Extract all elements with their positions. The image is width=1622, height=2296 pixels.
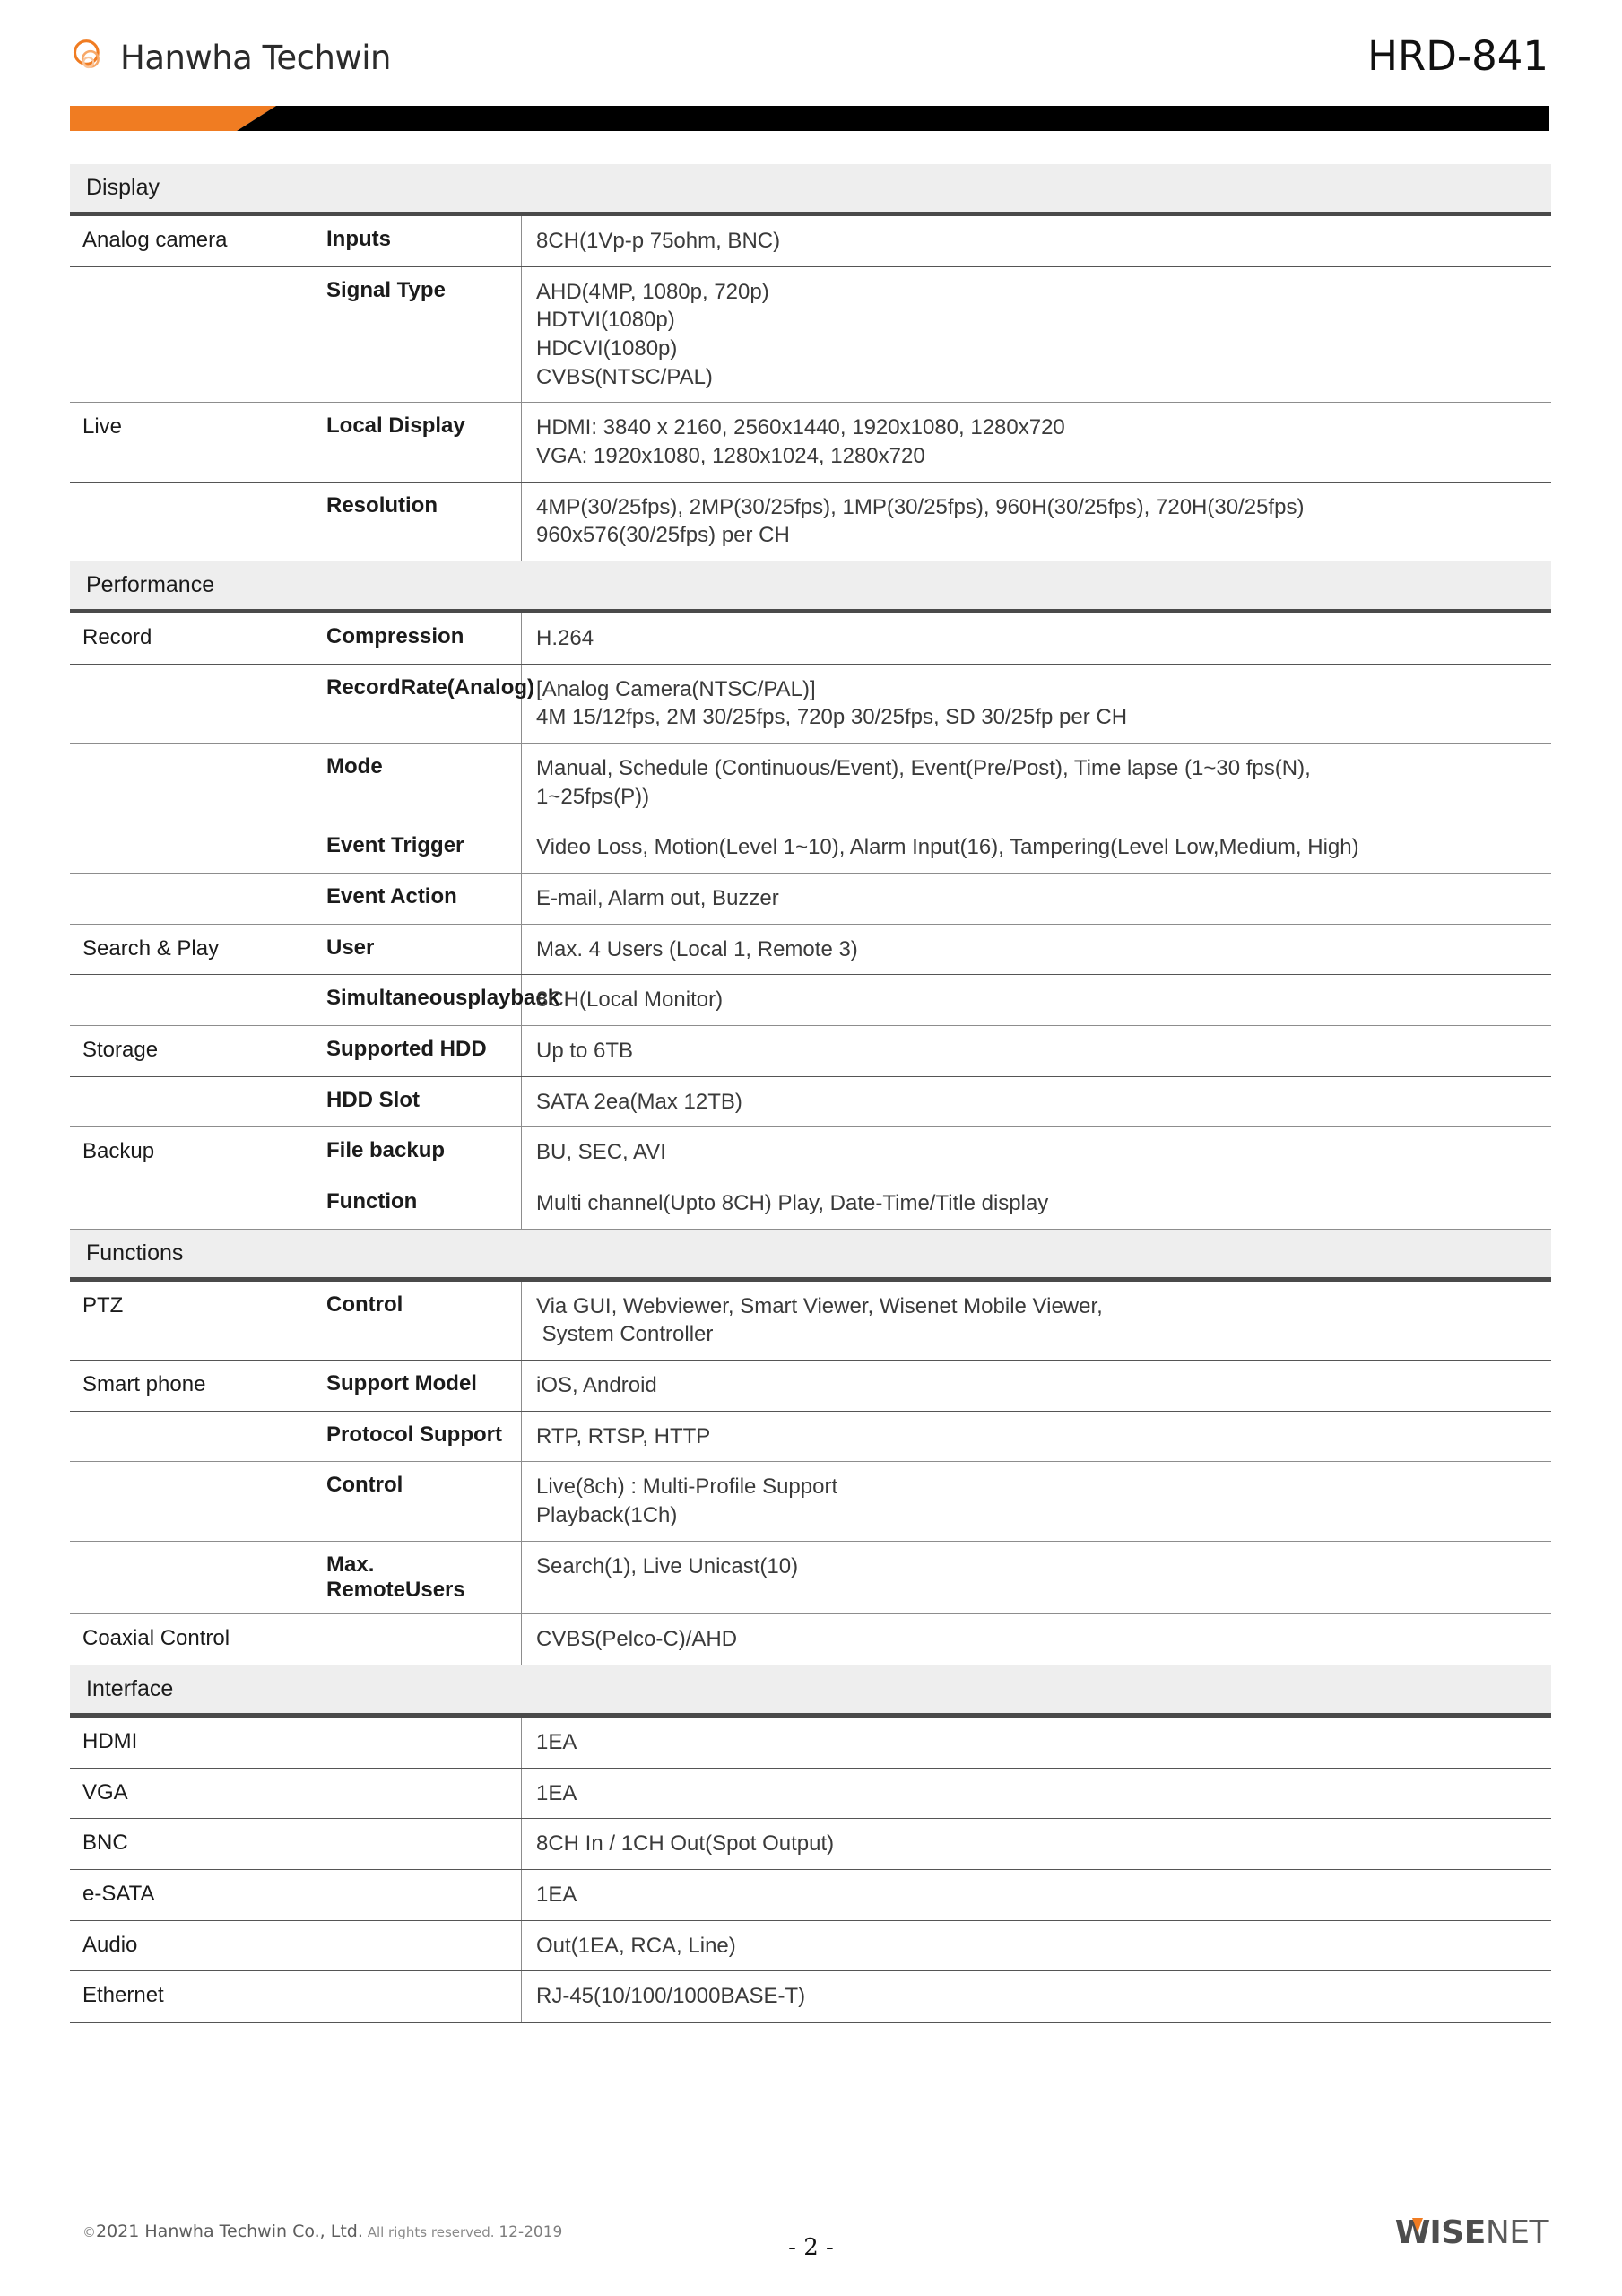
header-banner xyxy=(70,106,1549,131)
row-value-line: HDMI: 3840 x 2160, 2560x1440, 1920x1080, 1280x720 xyxy=(536,415,1065,440)
row-subcategory-line: Control xyxy=(326,1292,403,1317)
row-value xyxy=(522,925,1551,975)
row-category: PTZ xyxy=(82,1292,124,1318)
row-value-line: AHD(4MP, 1080p, 720p) xyxy=(536,279,769,304)
row-value-line: CVBS(Pelco-C)/AHD xyxy=(536,1627,738,1652)
row-category: Search & Play xyxy=(82,935,220,961)
row-subcategory xyxy=(314,216,522,266)
row-subcategory xyxy=(314,1026,522,1076)
wisenet-triangle-icon xyxy=(1412,2218,1423,2232)
row-category xyxy=(70,744,314,822)
row-value-line: iOS, Android xyxy=(536,1373,657,1398)
row-category xyxy=(70,1412,314,1462)
wisenet-logo-net: NET xyxy=(1485,2214,1548,2251)
row-subcategory-line: Support Model xyxy=(326,1371,477,1396)
row-category xyxy=(70,822,314,873)
row-subcategory-line: Users xyxy=(405,1578,465,1603)
row-value-line: 1EA xyxy=(536,1883,577,1908)
row-value-line: Up to 6TB xyxy=(536,1039,634,1064)
row-value xyxy=(522,1077,1551,1127)
row-category xyxy=(70,1178,314,1229)
row-value xyxy=(522,1462,1551,1540)
row-value xyxy=(522,1026,1551,1076)
row-value-line: Max. 4 Users (Local 1, Remote 3) xyxy=(536,936,858,961)
row-value-line: 4MP(30/25fps), 2MP(30/25fps), 1MP(30/25fps), 960H(30/25fps), 720H(30/25fps) xyxy=(536,494,1305,519)
row-value-line: 1~25fps(P)) xyxy=(536,784,650,809)
row-value-line: H.264 xyxy=(536,626,594,651)
row-value xyxy=(522,216,1551,266)
row-subcategory xyxy=(314,1462,522,1540)
row-value-line: Video Loss, Motion(Level 1~10), Alarm Input(16), Tampering(Level Low,Medium, High) xyxy=(536,835,1359,860)
row-value-line: CVBS(NTSC/PAL) xyxy=(536,364,713,389)
brand-name: Hanwha Techwin xyxy=(120,38,391,77)
row-subcategory-line: Function xyxy=(326,1189,418,1214)
table-row xyxy=(70,975,1551,1026)
table-row xyxy=(70,744,1551,822)
row-label: VGA xyxy=(70,1769,522,1819)
row-value-line: System Controller xyxy=(536,1322,714,1347)
row-label: Ethernet xyxy=(70,1971,522,2022)
section-header-functions: Functions xyxy=(70,1230,1551,1282)
row-label: BNC xyxy=(70,1819,522,1869)
row-category: Analog camera xyxy=(82,228,228,252)
row-category xyxy=(70,975,314,1025)
section-header-interface: Interface xyxy=(70,1665,1551,1718)
row-value-line: [Analog Camera(NTSC/PAL)] xyxy=(536,676,816,701)
wisenet-logo-ise: ISE xyxy=(1429,2214,1486,2251)
wisenet-w-letter: W xyxy=(1394,2214,1430,2251)
row-value xyxy=(522,1614,1551,1665)
table-row xyxy=(70,483,1551,561)
table-row xyxy=(70,1718,1551,1769)
row-value-line: Multi channel(Upto 8CH) Play, Date-Time/Title display xyxy=(536,1191,1049,1216)
table-row xyxy=(70,1077,1551,1128)
row-category xyxy=(70,1077,314,1127)
row-value xyxy=(522,1819,1551,1869)
row-subcategory-line: Mode xyxy=(326,754,383,779)
row-subcategory xyxy=(314,1127,522,1178)
table-row xyxy=(70,665,1551,744)
table-row xyxy=(70,1361,1551,1412)
row-subcategory xyxy=(314,1282,522,1360)
row-value-line: BU, SEC, AVI xyxy=(536,1140,666,1165)
row-subcategory xyxy=(314,1361,522,1411)
row-value-line: 8CH In / 1CH Out(Spot Output) xyxy=(536,1831,835,1857)
row-subcategory xyxy=(314,267,522,403)
row-value-line: 1EA xyxy=(536,1780,577,1805)
row-subcategory-line: Max. Remote xyxy=(326,1552,406,1603)
row-category: Live xyxy=(82,414,123,439)
row-subcategory xyxy=(314,613,522,664)
row-subcategory-line: Resolution xyxy=(326,492,438,517)
row-value xyxy=(522,613,1551,664)
row-value xyxy=(522,665,1551,743)
table-row xyxy=(70,1462,1551,1541)
wisenet-logo-w xyxy=(1395,2214,1430,2251)
page-footer xyxy=(0,2202,1622,2296)
hanwha-swirl-icon xyxy=(70,38,109,77)
section-header-display: Display xyxy=(70,164,1551,216)
row-subcategory xyxy=(314,975,560,1025)
row-value xyxy=(522,822,1551,873)
row-value xyxy=(522,1178,1551,1229)
row-subcategory-line: Rate(Analog) xyxy=(400,674,535,700)
row-value-line: Out(1EA, RCA, Line) xyxy=(536,1933,736,1958)
row-category xyxy=(70,665,314,743)
row-subcategory-line: Control xyxy=(326,1473,403,1498)
row-subcategory xyxy=(314,925,522,975)
row-value xyxy=(522,1769,1551,1819)
row-value xyxy=(522,403,1551,481)
table-row xyxy=(70,1127,1551,1178)
specification-table xyxy=(70,164,1551,2023)
row-subcategory-line: Event Trigger xyxy=(326,833,464,858)
row-subcategory xyxy=(314,744,522,822)
row-subcategory xyxy=(314,874,522,924)
row-value-line: Live(8ch) : Multi-Profile Support xyxy=(536,1474,838,1500)
row-subcategory-line: Signal Type xyxy=(326,277,446,302)
table-row xyxy=(70,267,1551,404)
row-value xyxy=(522,744,1551,822)
copyright-company: 2021 Hanwha Techwin Co., Ltd. xyxy=(96,2222,363,2241)
row-subcategory xyxy=(314,1542,522,1614)
section-header-performance: Performance xyxy=(70,561,1551,613)
row-subcategory xyxy=(314,483,522,561)
table-row xyxy=(70,1971,1551,2023)
row-value-line: RTP, RTSP, HTTP xyxy=(536,1423,711,1448)
row-value-line: SATA 2ea(Max 12TB) xyxy=(536,1089,742,1114)
row-category: Coaxial Control xyxy=(70,1614,522,1665)
hanwha-logo xyxy=(70,38,391,77)
row-value xyxy=(522,267,1551,403)
row-category: Record xyxy=(82,625,152,650)
row-value-line: 960x576(30/25fps) per CH xyxy=(536,523,790,548)
copyright-rights: All rights reserved. xyxy=(367,2224,495,2240)
row-value-line: 8CH(1Vp-p 75ohm, BNC) xyxy=(536,229,781,253)
row-value-line: HDCVI(1080p) xyxy=(536,336,678,361)
row-subcategory xyxy=(314,1412,522,1462)
row-label: HDMI xyxy=(70,1718,522,1768)
row-value xyxy=(522,1412,1551,1462)
row-subcategory-line: Protocol Support xyxy=(326,1422,502,1447)
row-category xyxy=(70,1462,314,1540)
row-subcategory-line: Record xyxy=(326,674,401,700)
row-value xyxy=(522,1971,1551,2022)
table-row xyxy=(70,1412,1551,1463)
row-value xyxy=(522,874,1551,924)
row-subcategory-line: Compression xyxy=(326,624,464,649)
row-subcategory-line: HDD Slot xyxy=(326,1087,420,1112)
row-subcategory xyxy=(314,1077,522,1127)
table-row xyxy=(70,1282,1551,1361)
row-category xyxy=(70,267,314,403)
row-category xyxy=(70,874,314,924)
row-subcategory-line: User xyxy=(326,935,375,960)
row-value-line: 1EA xyxy=(536,1730,577,1755)
row-value-line: Playback(1Ch) xyxy=(536,1503,678,1528)
row-category: Backup xyxy=(82,1139,155,1164)
row-subcategory xyxy=(314,665,535,743)
table-row xyxy=(70,1870,1551,1921)
row-value-line: 8CH(Local Monitor) xyxy=(536,987,724,1013)
model-number: HRD-841 xyxy=(1367,32,1548,80)
row-subcategory xyxy=(314,1178,522,1229)
row-value-line: Manual, Schedule (Continuous/Event), Event(Pre/Post), Time lapse (1~30 fps(N), xyxy=(536,756,1311,781)
row-value-line: 4M 15/12fps, 2M 30/25fps, 720p 30/25fps, SD 30/25fp per CH xyxy=(536,705,1128,730)
wisenet-logo xyxy=(1395,2214,1548,2251)
row-subcategory xyxy=(314,403,522,481)
table-row xyxy=(70,1921,1551,1972)
row-value-line: Via GUI, Webviewer, Smart Viewer, Wisenet Mobile Viewer, xyxy=(536,1293,1103,1318)
page-number: - 2 - xyxy=(788,2234,834,2261)
row-value-line: Search(1), Live Unicast(10) xyxy=(536,1553,799,1578)
row-subcategory-line: Event Action xyxy=(326,884,457,909)
table-row xyxy=(70,1769,1551,1820)
row-label: Audio xyxy=(70,1921,522,1971)
table-row xyxy=(70,925,1551,976)
page-header xyxy=(0,0,1622,139)
row-category: Smart phone xyxy=(82,1372,206,1397)
row-value xyxy=(522,1870,1551,1920)
copyright-symbol: © xyxy=(82,2224,96,2240)
row-subcategory-line: Local Display xyxy=(326,413,465,439)
row-value-line: RJ-45(10/100/1000BASE-T) xyxy=(536,1984,806,2009)
row-subcategory-line: Inputs xyxy=(326,227,391,251)
row-value xyxy=(522,1542,1551,1614)
table-row xyxy=(70,1542,1551,1615)
table-row xyxy=(70,874,1551,925)
table-row xyxy=(70,1178,1551,1230)
row-category xyxy=(70,483,314,561)
row-category: Storage xyxy=(82,1038,159,1063)
row-value xyxy=(522,1127,1551,1178)
table-row xyxy=(70,1026,1551,1077)
row-value xyxy=(522,1718,1551,1768)
row-label: e-SATA xyxy=(70,1870,522,1920)
row-subcategory xyxy=(314,822,522,873)
row-value xyxy=(522,483,1551,561)
row-subcategory-line: playback xyxy=(467,986,560,1011)
table-row xyxy=(70,1614,1551,1665)
row-subcategory-line: Simultaneous xyxy=(326,986,468,1011)
row-subcategory-line: Supported HDD xyxy=(326,1037,487,1062)
row-category xyxy=(70,1542,314,1614)
table-row xyxy=(70,822,1551,874)
table-row xyxy=(70,216,1551,267)
row-value-line: HDTVI(1080p) xyxy=(536,308,675,333)
row-value xyxy=(522,1282,1551,1360)
table-row xyxy=(70,403,1551,482)
row-value-line: E-mail, Alarm out, Buzzer xyxy=(536,886,779,911)
row-value xyxy=(522,1921,1551,1971)
row-subcategory-line: File backup xyxy=(326,1138,446,1163)
table-row xyxy=(70,613,1551,665)
row-value-line: VGA: 1920x1080, 1280x1024, 1280x720 xyxy=(536,444,925,469)
copyright-date: 12-2019 xyxy=(499,2223,563,2241)
row-value xyxy=(522,1361,1551,1411)
row-value xyxy=(522,975,1551,1025)
table-row xyxy=(70,1819,1551,1870)
